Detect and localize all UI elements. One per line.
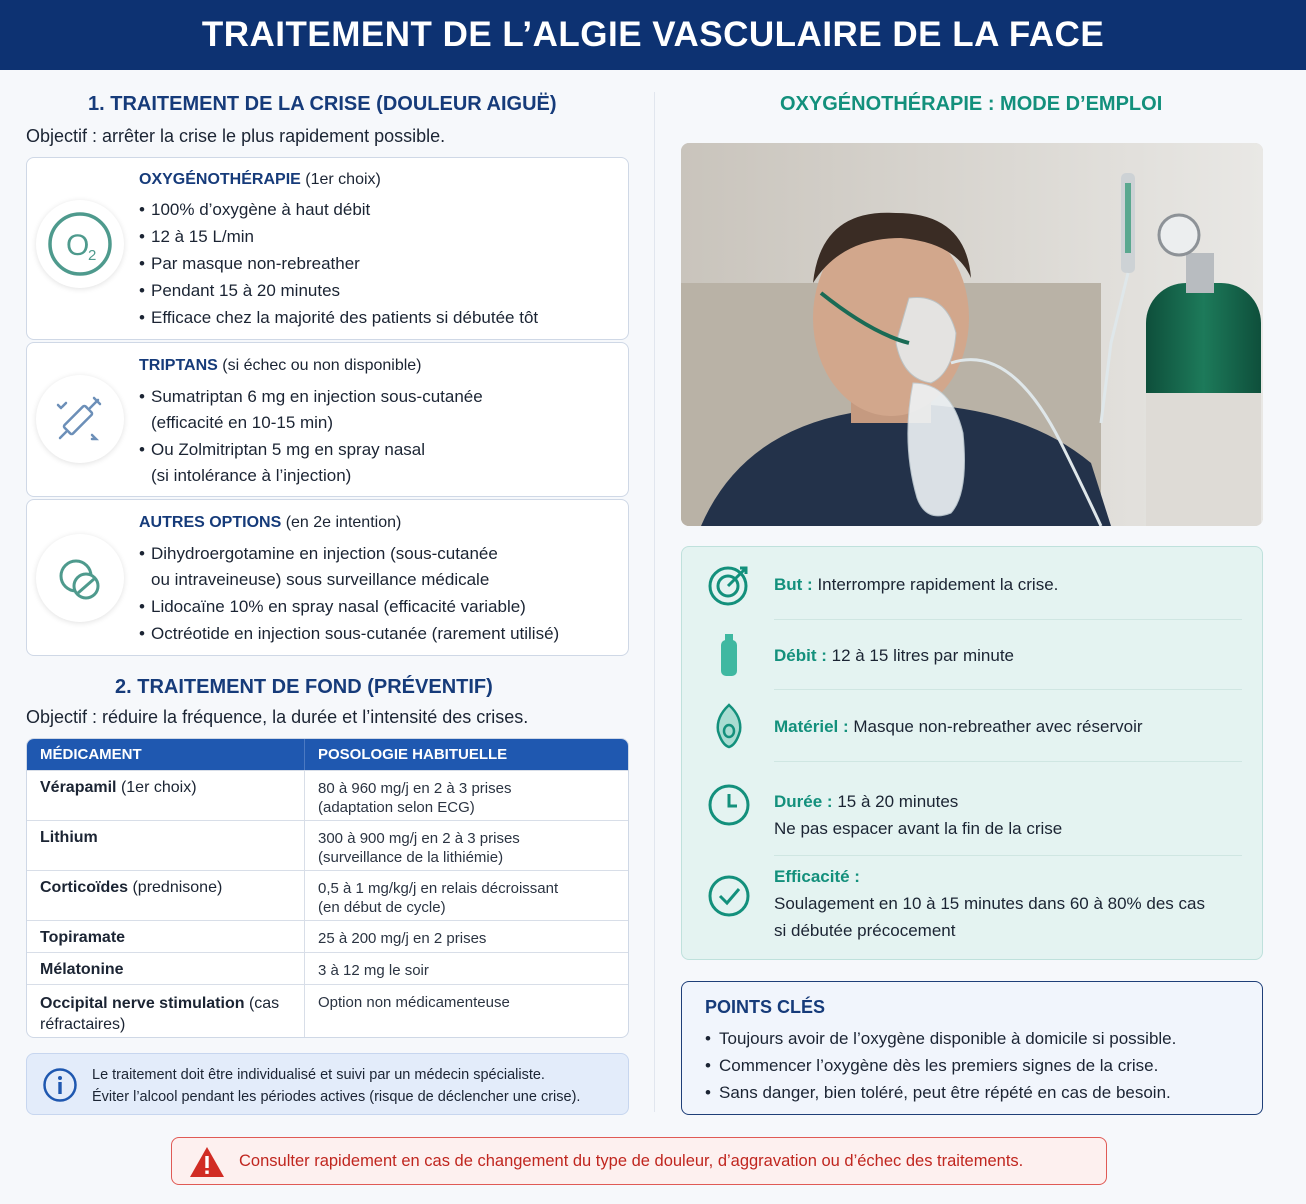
list-item: • Toujours avoir de l’oxygène disponible à domicile si possible.: [705, 1025, 1176, 1052]
separator: [774, 689, 1242, 690]
mask-icon: [706, 703, 752, 749]
acute-objective: Objectif : arrêter la crise le plus rapidement possible.: [26, 126, 446, 146]
card-title: AUTRES OPTIONS (en 2e intention): [139, 514, 402, 531]
list-item: • Commencer l’oxygène dès les premiers signes de la crise.: [705, 1052, 1176, 1079]
column-divider: [654, 92, 655, 1112]
oxygen-instructions: [681, 546, 1263, 960]
oxygen-item-duration: Durée : 15 à 20 minutes Ne pas espacer avant la fin de la crise: [774, 792, 1063, 838]
card-title: OXYGÉNOTHÉRAPIE (1er choix): [139, 171, 381, 188]
header-dose: POSOLOGIE HABITUELLE: [318, 746, 508, 763]
table-row: Occipital nerve stimulation (cas réfractaires) Option non médicamenteuse: [27, 984, 628, 1038]
list-item: • Efficace chez la majorité des patients si débutée tôt: [139, 304, 538, 331]
oxygen-item-efficacy: Efficacité : Soulagement en 10 à 15 minutes dans 60 à 80% des cas si débutée précocement: [774, 867, 1205, 940]
other-options-card: [26, 499, 629, 656]
list-item: • Sumatriptan 6 mg en injection sous-cutanée: [139, 383, 483, 410]
table-row: Mélatonine 3 à 12 mg le soir: [27, 952, 628, 984]
clock-icon: [706, 782, 752, 828]
list-item: • Dihydroergotamine en injection (sous-cutanée: [139, 540, 559, 567]
list-item: • Sans danger, bien toléré, peut être répété en cas de besoin.: [705, 1079, 1176, 1106]
card-title: TRIPTANS (si échec ou non disponible): [139, 357, 422, 374]
card-list: [139, 383, 483, 489]
card-list: [139, 196, 538, 331]
oxygen-item-flow: Débit : 12 à 15 litres par minute: [774, 646, 1015, 665]
list-item: • Par masque non-rebreather: [139, 250, 538, 277]
key-points-list: [705, 1025, 1176, 1106]
separator: [774, 619, 1242, 620]
oxygen-heading: OXYGÉNOTHÉRAPIE : MODE D’EMPLOI: [780, 93, 1163, 115]
target-icon: [706, 562, 752, 608]
list-item: • 100% d’oxygène à haut débit: [139, 196, 538, 223]
svg-text:2: 2: [88, 247, 97, 264]
list-item: (si intolérance à l’injection): [151, 466, 352, 485]
preventive-table: [26, 738, 629, 1038]
acute-heading: 1. TRAITEMENT DE LA CRISE (DOULEUR AIGUË): [88, 93, 557, 115]
key-points: [681, 981, 1263, 1115]
check-circle-icon: [706, 873, 752, 919]
card-list: [139, 540, 559, 647]
table-header: [27, 739, 628, 770]
warning-banner: [171, 1137, 1107, 1185]
oxygen-bottle-icon: [706, 632, 752, 678]
table-row: Topiramate 25 à 200 mg/j en 2 prises: [27, 920, 628, 952]
triptans-card: [26, 342, 629, 497]
oxygen-card: [26, 157, 629, 340]
table-row: Corticoïdes (prednisone) 0,5 à 1 mg/kg/j en relais décroissant (en début de cycle): [27, 870, 628, 920]
warning-text: Consulter rapidement en cas de changement du type de douleur, d’aggravation ou d’échec des traitements.: [239, 1152, 1024, 1170]
list-item: • Lidocaïne 10% en spray nasal (efficacité variable): [139, 593, 559, 620]
list-item: • 12 à 15 L/min: [139, 223, 538, 250]
patient-photo: [681, 143, 1263, 526]
separator: [774, 855, 1242, 856]
list-item: ou intraveineuse) sous surveillance médicale: [151, 570, 490, 589]
info-line: Le traitement doit être individualisé et suivi par un médecin spécialiste.: [92, 1067, 545, 1083]
info-note: [26, 1053, 629, 1115]
list-item: • Pendant 15 à 20 minutes: [139, 277, 538, 304]
warning-icon: [189, 1146, 225, 1178]
table-row: Vérapamil (1er choix) 80 à 960 mg/j en 2 à 3 prises (adaptation selon ECG): [27, 770, 628, 820]
oxygen-item-equipment: Matériel : Masque non-rebreather avec réservoir: [774, 717, 1143, 736]
table-row: Lithium 300 à 900 mg/j en 2 à 3 prises (surveillance de la lithiémie): [27, 820, 628, 870]
separator: [774, 761, 1242, 762]
list-item: • Octréotide en injection sous-cutanée (rarement utilisé): [139, 620, 559, 647]
info-icon: [42, 1067, 78, 1103]
pills-icon: [36, 534, 124, 622]
preventive-objective: Objectif : réduire la fréquence, la durée et l’intensité des crises.: [26, 707, 529, 727]
o2-icon: [36, 200, 124, 288]
preventive-heading: 2. TRAITEMENT DE FOND (PRÉVENTIF): [115, 676, 493, 698]
list-item: • Ou Zolmitriptan 5 mg en spray nasal: [139, 436, 483, 463]
svg-text:O: O: [66, 229, 90, 262]
header-drug: MÉDICAMENT: [27, 739, 305, 770]
page-title: TRAITEMENT DE L’ALGIE VASCULAIRE DE LA FACE: [0, 0, 1306, 70]
list-item: (efficacité en 10-15 min): [151, 413, 334, 432]
info-line: Éviter l’alcool pendant les périodes actives (risque de déclencher une crise).: [92, 1089, 581, 1105]
key-points-heading: POINTS CLÉS: [705, 997, 826, 1017]
syringe-icon: [36, 375, 124, 463]
oxygen-item-goal: But : Interrompre rapidement la crise.: [774, 575, 1059, 594]
